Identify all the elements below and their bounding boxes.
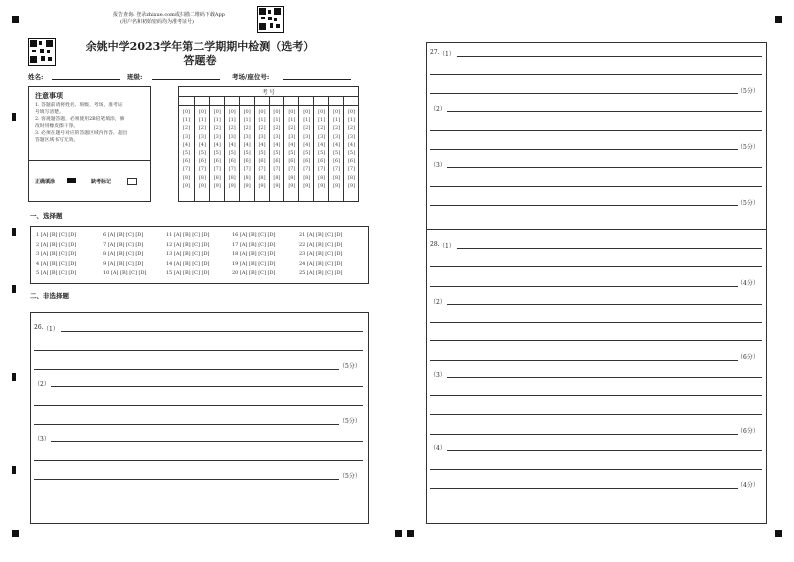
correct-fill-sample [67,178,76,183]
exam-digit-bubble[interactable]: [9] [213,182,221,189]
exam-digit-bubble[interactable]: [3] [213,133,221,140]
exam-digit-bubble[interactable]: [3] [198,133,206,140]
question-28-part-1: （1） [439,243,455,250]
exam-number-column [313,96,329,201]
corner-mark-bl [12,530,19,537]
exam-digit-bubble[interactable]: [2] [288,125,296,132]
question-28-part-4: （4） [430,445,446,452]
mc-question-row[interactable]: 3 [A] [B] [C] [D] [36,251,77,257]
answer-line[interactable] [34,424,339,425]
exam-digit-bubble[interactable]: [2] [228,125,236,132]
exam-number-column [283,96,299,201]
exam-number-column [328,96,344,201]
answer-line[interactable] [430,93,738,94]
class-label: 班级: [127,73,143,81]
exam-digit-bubble[interactable]: [5] [333,150,341,157]
answer-line[interactable] [430,205,738,206]
mc-question-row[interactable]: 4 [A] [B] [C] [D] [36,260,77,267]
exam-digit-bubble[interactable]: [6] [273,158,281,165]
answer-line[interactable] [34,405,363,406]
exam-digit-bubble[interactable]: [0] [198,109,206,115]
exam-digit-bubble[interactable]: [1] [333,117,341,124]
answer-line[interactable] [457,56,762,57]
exam-digit-bubble[interactable]: [5] [258,150,266,157]
exam-digit-bubble[interactable]: [7] [198,166,206,173]
question-26-part-3: （3） [34,436,50,443]
notice-item: 1. 答题前请将姓名、班级、考场、准考证 [35,103,123,108]
score-label: （5分） [339,418,361,425]
exam-digit-bubble[interactable]: [9] [303,182,311,189]
exam-digit-bubble[interactable]: [0] [258,109,266,115]
exam-digit-bubble[interactable]: [6] [198,158,206,165]
exam-number-column [269,96,285,201]
mc-question-row[interactable]: 13 [A] [B] [C] [D] [166,251,210,257]
mc-question-row[interactable]: 21 [A] [B] [C] [D] [299,232,343,238]
exam-digit-bubble[interactable]: [4] [228,141,236,148]
exam-digit-bubble[interactable]: [6] [303,158,311,165]
mc-question-row[interactable]: 18 [A] [B] [C] [D] [232,251,276,257]
exam-digit-bubble[interactable]: [6] [243,158,251,165]
class-field[interactable] [152,79,220,80]
exam-digit-bubble[interactable]: [9] [288,182,296,189]
exam-digit-bubble[interactable]: [1] [288,117,296,124]
exam-number-column [194,96,210,201]
answer-line[interactable] [34,369,339,370]
answer-line[interactable] [430,414,762,415]
exam-digit-bubble[interactable]: [8] [333,174,341,181]
exam-digit-bubble[interactable]: [6] [318,158,326,165]
score-label: （6分） [737,354,759,361]
notice-item: 答题区域书写无效。 [35,138,79,143]
exam-digit-bubble[interactable]: [7] [273,166,281,173]
question-27-part-3: （3） [430,162,446,169]
exam-digit-bubble[interactable]: [8] [273,174,281,181]
exam-digit-bubble[interactable]: [9] [182,182,190,189]
corner-mark-mid-r [407,530,414,537]
mc-question-row[interactable]: 20 [A] [B] [C] [D] [232,270,276,276]
exam-digit-bubble[interactable]: [4] [258,141,266,148]
exam-digit-bubble[interactable]: [5] [213,150,221,157]
question-27-part-2: （2） [430,106,446,113]
exam-digit-bubble[interactable]: [1] [318,117,326,124]
exam-digit-bubble[interactable]: [4] [333,141,341,148]
answer-line[interactable] [61,331,363,332]
exam-digit-bubble[interactable]: [0] [273,109,281,115]
question-26-part-1: （1） [43,326,59,333]
answer-line[interactable] [34,479,339,480]
mc-question-row[interactable]: 11 [A] [B] [C] [D] [166,232,210,238]
exam-digit-bubble[interactable]: [6] [228,158,236,165]
exam-digit-bubble[interactable]: [6] [333,158,341,165]
correct-fill-label: 正确填涂 [35,179,56,185]
notice-item: 3. 必须在题号对应的答题区域内作答，超出 [35,131,128,136]
mc-question-row[interactable]: 7 [A] [B] [C] [D] [103,241,144,248]
side-mark [12,285,16,293]
exam-digit-bubble[interactable]: [4] [273,141,281,148]
answer-line[interactable] [447,377,762,378]
exam-digit-bubble[interactable]: [2] [258,125,266,132]
exam-digit-bubble[interactable]: [3] [258,133,266,140]
exam-digit-bubble[interactable]: [9] [228,182,236,189]
notice-title: 注意事项 [35,91,63,100]
exam-digit-bubble[interactable]: [4] [213,141,221,148]
name-field[interactable] [52,79,120,80]
side-mark [12,466,16,474]
exam-number-column [298,96,314,201]
answer-line[interactable] [430,395,762,396]
exam-number-column [343,96,359,201]
exam-digit-bubble[interactable]: [2] [198,125,206,132]
exam-number-column [254,96,270,201]
mc-question-row[interactable]: 5 [A] [B] [C] [D] [36,270,77,276]
exam-digit-bubble[interactable]: [2] [213,125,221,132]
mc-question-row[interactable]: 17 [A] [B] [C] [D] [232,241,276,248]
exam-digit-bubble[interactable]: [6] [213,158,221,165]
answer-line[interactable] [430,488,738,489]
exam-digit-bubble[interactable]: [2] [273,125,281,132]
answer-line[interactable] [34,460,363,461]
answer-line[interactable] [430,130,762,131]
exam-digit-bubble[interactable]: [2] [318,125,326,132]
exam-digit-bubble[interactable]: [7] [228,166,236,173]
exam-digit-bubble[interactable]: [1] [228,117,236,124]
section-2-title: 二、非选择题 [30,292,69,300]
answer-line[interactable] [51,441,363,442]
exam-digit-bubble[interactable]: [4] [198,141,206,148]
question-28-number: 28. [430,241,440,248]
name-label: 姓名: [28,73,44,81]
score-label: （5分） [339,363,361,370]
answer-line[interactable] [447,167,762,168]
exam-digit-bubble[interactable]: [9] [333,182,341,189]
mc-question-row[interactable]: 16 [A] [B] [C] [D] [232,232,276,238]
exam-digit-bubble[interactable]: [8] [303,174,311,181]
exam-digit-bubble[interactable]: [3] [243,133,251,140]
side-mark [12,113,16,121]
answer-line[interactable] [430,286,738,287]
mc-question-row[interactable]: 10 [A] [B] [C] [D] [103,270,147,276]
exam-digit-bubble[interactable]: [5] [288,150,296,157]
exam-digit-bubble[interactable]: [9] [198,182,206,189]
question-28-part-2: （2） [430,299,446,306]
exam-digit-bubble[interactable]: [8] [258,174,266,181]
seat-field[interactable] [283,79,351,80]
exam-digit-bubble[interactable]: [3] [182,133,190,140]
corner-mark-tl [12,16,19,23]
notice-box [28,86,151,202]
exam-digit-bubble[interactable]: [8] [347,174,356,181]
notice-item: 改时用橡皮擦干净。 [35,124,79,129]
exam-number-label: 考 号 [262,90,275,96]
notice-item: 2. 客观题答题，必须使用2B铅笔填涂，修 [35,117,125,122]
exam-digit-bubble[interactable]: [4] [288,141,296,148]
section-1-title: 一、选择题 [30,212,63,220]
exam-digit-bubble[interactable]: [2] [182,125,190,132]
exam-digit-bubble[interactable]: [5] [273,150,281,157]
mc-question-row[interactable]: 23 [A] [B] [C] [D] [299,251,343,257]
exam-digit-bubble[interactable]: [9] [347,182,356,189]
exam-digit-bubble[interactable]: [8] [198,174,206,181]
exam-digit-bubble[interactable]: [1] [347,117,356,124]
exam-number-column [179,96,194,201]
answer-line[interactable] [430,322,762,323]
exam-digit-bubble[interactable]: [7] [318,166,326,173]
score-label: （6分） [737,428,759,435]
exam-number-column [239,96,255,201]
question-26-part-2: （2） [34,381,50,388]
exam-digit-bubble[interactable]: [7] [258,166,266,173]
mc-question-row[interactable]: 25 [A] [B] [C] [D] [299,270,343,276]
exam-digit-bubble[interactable]: [7] [288,166,296,173]
mc-question-row[interactable]: 19 [A] [B] [C] [D] [232,260,276,267]
exam-digit-bubble[interactable]: [5] [318,150,326,157]
exam-digit-bubble[interactable]: [3] [228,133,236,140]
exam-number-column [209,96,225,201]
exam-digit-bubble[interactable]: [0] [347,109,356,115]
score-label: （5分） [737,144,759,151]
exam-digit-bubble[interactable]: [1] [258,117,266,124]
corner-mark-br [775,530,782,537]
answer-line[interactable] [430,360,738,361]
answer-line[interactable] [430,469,762,470]
exam-digit-bubble[interactable]: [8] [213,174,221,181]
exam-digit-bubble[interactable]: [8] [182,174,190,181]
exam-digit-bubble[interactable]: [0] [288,109,296,115]
mc-question-row[interactable]: 1 [A] [B] [C] [D] [36,232,77,238]
exam-digit-bubble[interactable]: [4] [303,141,311,148]
answer-line[interactable] [447,450,762,451]
absent-mark-label: 缺考标记 [91,179,112,185]
exam-digit-bubble[interactable]: [3] [288,133,296,140]
exam-digit-bubble[interactable]: [5] [347,150,356,157]
report-line-1: 报告查询: 登录zhixue.com或扫描二维码下载App [113,12,225,18]
answer-line[interactable] [430,340,762,341]
exam-digit-bubble[interactable]: [0] [243,109,251,115]
exam-digit-bubble[interactable]: [8] [243,174,251,181]
exam-digit-bubble[interactable]: [5] [198,150,206,157]
exam-digit-bubble[interactable]: [7] [243,166,251,173]
exam-digit-bubble[interactable]: [0] [318,109,326,115]
exam-digit-bubble[interactable]: [0] [333,109,341,115]
exam-digit-bubble[interactable]: [7] [182,166,190,173]
exam-digit-bubble[interactable]: [7] [333,166,341,173]
exam-digit-bubble[interactable]: [5] [303,150,311,157]
exam-digit-bubble[interactable]: [9] [243,182,251,189]
exam-digit-bubble[interactable]: [3] [273,133,281,140]
page-subtitle: 答题卷 [183,54,217,67]
answer-line[interactable] [457,248,762,249]
exam-digit-bubble[interactable]: [6] [182,158,190,165]
exam-digit-bubble[interactable]: [1] [273,117,281,124]
exam-digit-bubble[interactable]: [6] [288,158,296,165]
exam-digit-bubble[interactable]: [0] [213,109,221,115]
question-27-number: 27. [430,49,440,56]
answer-line[interactable] [430,74,762,75]
exam-digit-bubble[interactable]: [9] [318,182,326,189]
mc-question-row[interactable]: 24 [A] [B] [C] [D] [299,260,343,267]
exam-digit-bubble[interactable]: [2] [333,125,341,132]
exam-digit-bubble[interactable]: [4] [318,141,326,148]
exam-digit-bubble[interactable]: [1] [182,117,190,124]
answer-line[interactable] [430,186,762,187]
exam-digit-bubble[interactable]: [3] [333,133,341,140]
seat-label: 考场/座位号: [232,73,270,81]
mc-question-row[interactable]: 8 [A] [B] [C] [D] [103,251,144,257]
exam-digit-bubble[interactable]: [0] [182,109,190,115]
exam-digit-bubble[interactable]: [7] [347,166,356,173]
score-label: （4分） [737,280,759,287]
question-27-part-1: （1） [439,51,455,58]
exam-digit-bubble[interactable]: [4] [347,141,356,148]
exam-digit-bubble[interactable]: [7] [303,166,311,173]
answer-line[interactable] [447,111,762,112]
answer-line[interactable] [51,386,363,387]
question-26-box [30,312,369,524]
exam-digit-bubble[interactable]: [7] [213,166,221,173]
exam-digit-bubble[interactable]: [9] [273,182,281,189]
answer-line[interactable] [430,266,762,267]
exam-digit-bubble[interactable]: [5] [243,150,251,157]
answer-line[interactable] [34,350,363,351]
mc-question-row[interactable]: 22 [A] [B] [C] [D] [299,241,343,248]
exam-digit-bubble[interactable]: [5] [228,150,236,157]
qr-code-icon [28,38,56,66]
exam-digit-bubble[interactable]: [6] [258,158,266,165]
score-label: （5分） [737,200,759,207]
corner-mark-mid-l [395,530,402,537]
notice-item: 号填写清楚。 [35,110,64,115]
mc-question-row[interactable]: 12 [A] [B] [C] [D] [166,241,210,248]
score-label: （5分） [339,473,361,480]
answer-line[interactable] [430,149,738,150]
exam-digit-bubble[interactable]: [1] [303,117,311,124]
exam-digit-bubble[interactable]: [8] [288,174,296,181]
multiple-choice-box [30,226,369,284]
score-label: （5分） [737,88,759,95]
exam-digit-bubble[interactable]: [3] [303,133,311,140]
side-mark [12,228,16,236]
exam-digit-bubble[interactable]: [1] [198,117,206,124]
mc-question-row[interactable]: 9 [A] [B] [C] [D] [103,260,144,267]
exam-digit-bubble[interactable]: [4] [182,141,190,148]
question-28-part-3: （3） [430,372,446,379]
exam-digit-bubble[interactable]: [8] [228,174,236,181]
answer-line[interactable] [430,434,738,435]
qr-code-icon [257,6,284,33]
score-label: （4分） [737,482,759,489]
mc-question-row[interactable]: 6 [A] [B] [C] [D] [103,232,144,238]
page-title: 余姚中学2023学年第二学期期中检测（选考） [85,40,315,53]
corner-mark-tr [775,16,782,23]
exam-digit-bubble[interactable]: [0] [303,109,311,115]
question-28-box [426,229,767,524]
absent-mark-checkbox[interactable] [127,178,137,185]
mc-question-row[interactable]: 15 [A] [B] [C] [D] [166,270,210,276]
report-line-2: (用户名和初始密码均为准考证号) [120,19,194,25]
question-26-number: 26. [34,324,44,331]
exam-number-grid [178,86,359,202]
exam-digit-bubble[interactable]: [2] [243,125,251,132]
exam-digit-bubble[interactable]: [8] [318,174,326,181]
exam-digit-bubble[interactable]: [6] [347,158,356,165]
side-mark [12,373,16,381]
exam-digit-bubble[interactable]: [0] [228,109,236,115]
answer-line[interactable] [447,304,762,305]
mc-question-row[interactable]: 14 [A] [B] [C] [D] [166,260,210,267]
mc-question-row[interactable]: 2 [A] [B] [C] [D] [36,241,77,248]
exam-digit-bubble[interactable]: [2] [347,125,356,132]
exam-digit-bubble[interactable]: [3] [347,133,356,140]
exam-digit-bubble[interactable]: [9] [258,182,266,189]
question-27-box [426,42,767,230]
exam-digit-bubble[interactable]: [1] [243,117,251,124]
exam-digit-bubble[interactable]: [1] [213,117,221,124]
exam-digit-bubble[interactable]: [5] [182,150,190,157]
exam-number-column [224,96,240,201]
exam-digit-bubble[interactable]: [3] [318,133,326,140]
exam-digit-bubble[interactable]: [4] [243,141,251,148]
exam-digit-bubble[interactable]: [2] [303,125,311,132]
